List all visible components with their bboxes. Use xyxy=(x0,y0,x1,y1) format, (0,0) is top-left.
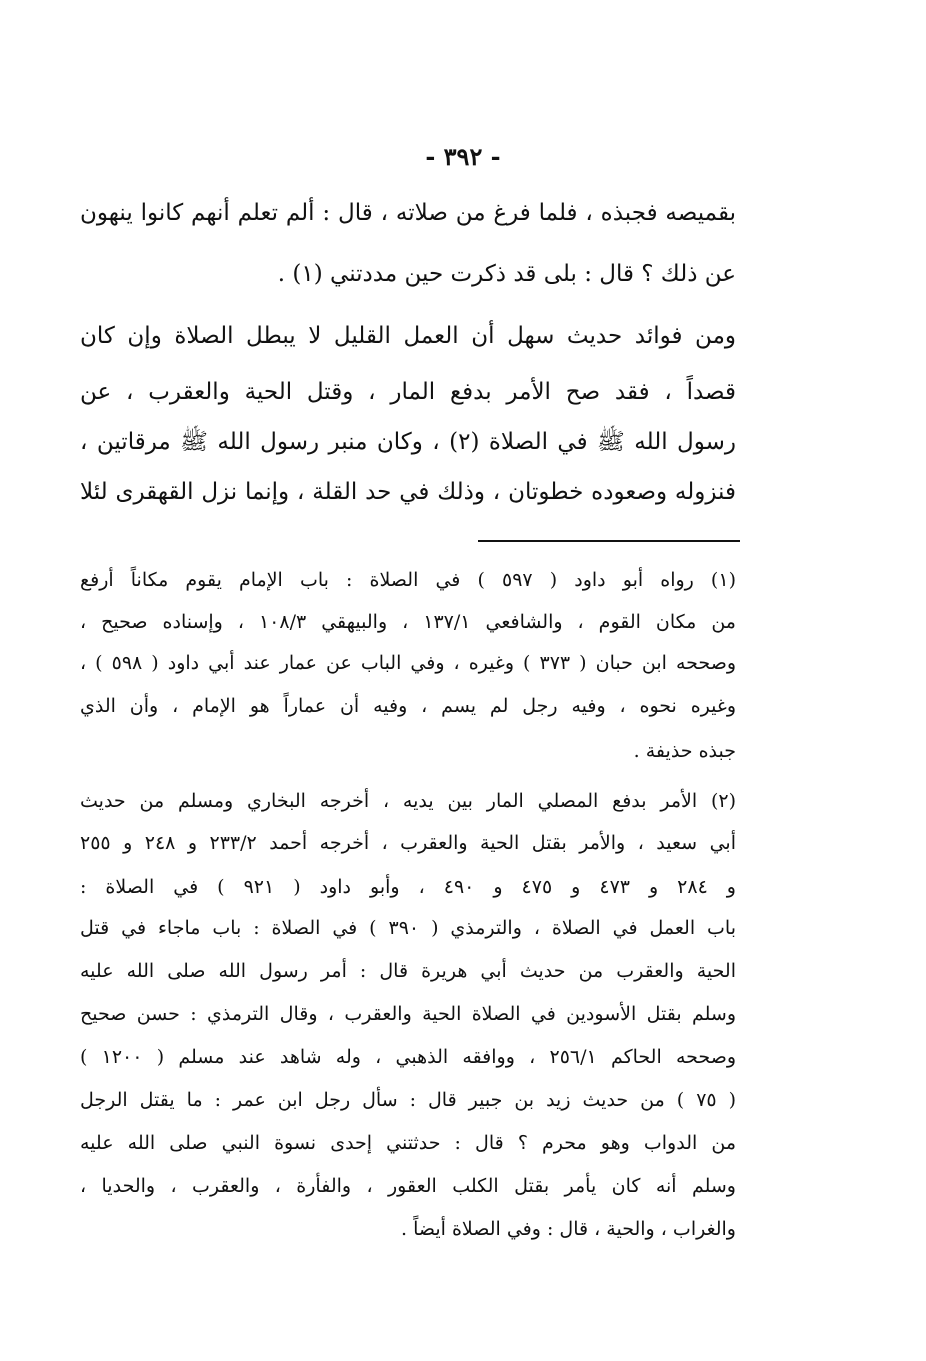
main-line: ومن فوائد حديث سهل أن العمل القليل لا يبطل الصلاة وإن كان xyxy=(80,323,736,349)
footnote-line: ( ٧٥ ) من حديث زيد بن جبير قال : سأل رجل ابن عمر : ما يقتل الرجل xyxy=(80,1089,736,1111)
footnote-line: وسلم بقتل الأسودين في الصلاة الحية والعقرب ، وقال الترمذي : حسن صحيح xyxy=(80,1003,736,1025)
main-line: عن ذلك ؟ قال : بلى قد ذكرت حين مددتني (١) . xyxy=(277,261,736,287)
footnote-line: و ٢٨٤ و ٤٧٣ و ٤٧٥ و ٤٩٠ ، وأبو داود ( ٩٢١ ) في الصلاة : xyxy=(80,876,736,898)
footnote-line: وغيره نحوه ، وفيه رجل لم يسم ، وفيه أن عماراً هو الإمام ، وأن الذي xyxy=(80,695,736,717)
main-line: فنزوله وصعوده خطوتان ، وذلك في حد القلة ، وإنما نزل القهقرى لئلا xyxy=(80,479,736,505)
footnote-separator xyxy=(478,540,740,542)
footnote-line: أبي سعيد ، والأمر بقتل الحية والعقرب ، أخرجه أحمد ٢٣٣/٢ و ٢٤٨ و ٢٥٥ xyxy=(80,832,736,854)
footnote-line: وصححه ابن حبان ( ٣٧٣ ) وغيره ، وفي الباب عن عمار عند أبي داود ( ٥٩٨ ) ، xyxy=(80,652,736,674)
footnote-line: جبذه حذيفة . xyxy=(633,740,736,762)
footnote-line: (٢) الأمر بدفع المصلي المار بين يديه ، أخرجه البخاري ومسلم من حديث xyxy=(80,790,736,812)
footnote-line: باب العمل في الصلاة ، والترمذي ( ٣٩٠ ) في الصلاة : باب ماجاء في قتل xyxy=(80,917,736,939)
footnote-line: (١) رواه أبو داود ( ٥٩٧ ) في الصلاة : باب الإمام يقوم مكاناً أرفع xyxy=(80,569,736,591)
footnote-line: وصححه الحاكم ٢٥٦/١ ، ووافقه الذهبي ، وله شاهد عند مسلم ( ١٢٠٠ ) xyxy=(80,1046,736,1068)
footnote-line: وسلم أنه كان يأمر بقتل الكلب العقور ، والفأرة ، والعقرب ، والحديا ، xyxy=(80,1175,736,1197)
main-line: رسول الله ﷺ في الصلاة (٢) ، وكان منبر رسول الله ﷺ مرقاتين ، xyxy=(80,429,736,455)
main-line: بقميصه فجبذه ، فلما فرغ من صلاته ، قال : ألم تعلم أنهم كانوا ينهون xyxy=(80,200,736,226)
page-number: - ٣٩٢ - xyxy=(425,142,501,171)
main-line: قصداً ، فقد صح الأمر بدفع المار ، وقتل الحية والعقرب ، عن xyxy=(80,379,736,405)
footnote-line: من مكان القوم ، والشافعي ١٣٧/١ ، والبيهقي ١٠٨/٣ ، وإسناده صحيح ، xyxy=(80,611,736,633)
footnote-line: والغراب ، والحية ، قال : وفي الصلاة أيضاً . xyxy=(401,1218,736,1240)
footnote-line: الحية والعقرب من حديث أبي هريرة قال : أمر رسول الله صلى الله عليه xyxy=(80,960,736,982)
footnote-line: من الدواب وهو محرم ؟ قال : حدثتني إحدى نسوة النبي صلى الله عليه xyxy=(80,1132,736,1154)
